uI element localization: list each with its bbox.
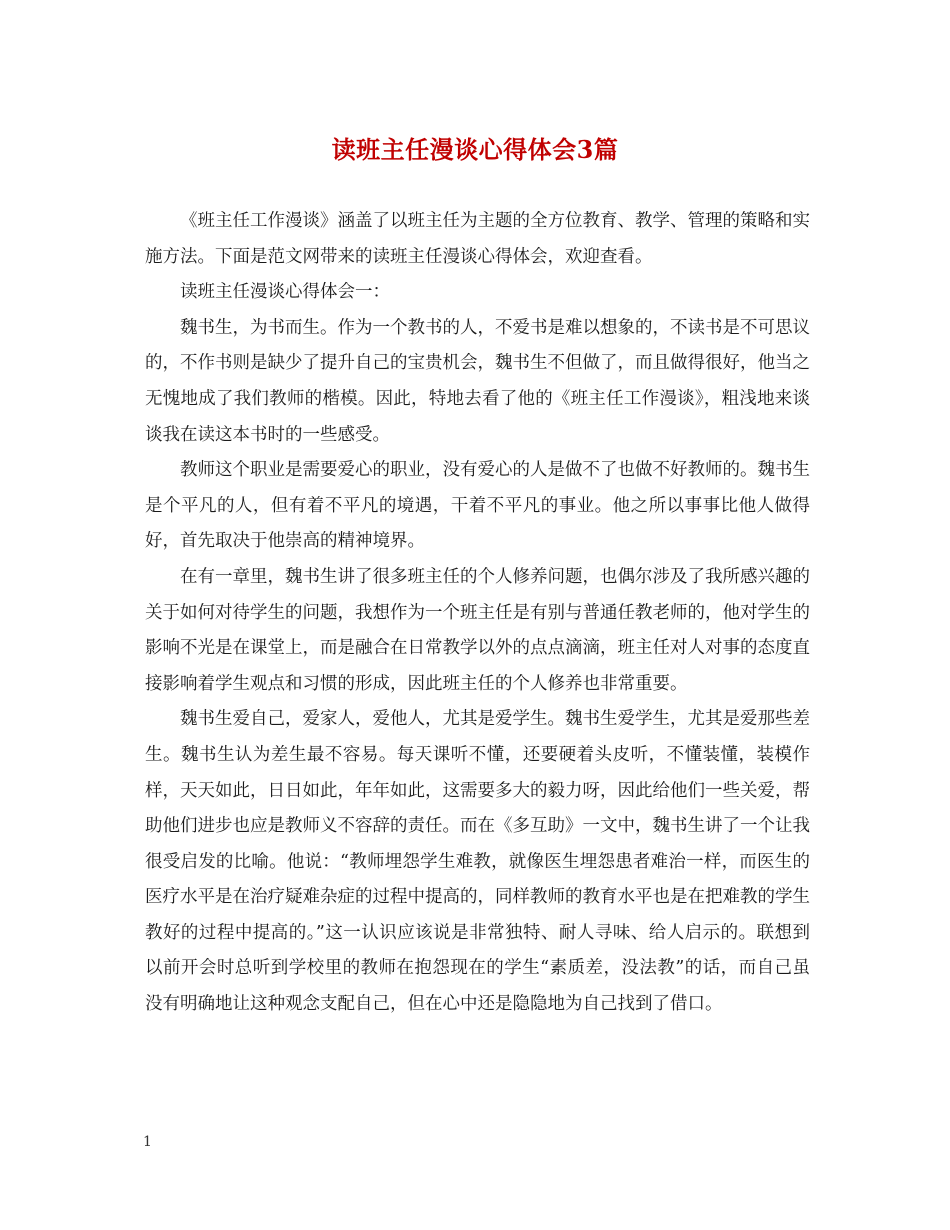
paragraph: 教师这个职业是需要爱心的职业，没有爱心的人是做不了也做不好教师的。魏书生是个平凡的人，但有着不平凡的境遇，干着不平凡的事业。他之所以事事比他人做得好，首先取决于他崇高的精神境界。 bbox=[145, 460, 810, 552]
paragraph: 魏书生爱自己，爱家人，爱他人，尤其是爱学生。魏书生爱学生，尤其是爱那些差生。魏书生认为差生最不容易。每天课听不懂，还要硬着头皮听，不懂装懂，装模作样，天天如此，日日如此，年年如此，这需要多大的毅力呀，因此给他们一些关爱，帮助他们进步也应是教师义不容辞的责任。而在《多互助》一文中，魏书生讲了一个让我很受启发的比喻。他说：“教师埋怨学生难教，就像医生埋怨患者难治一样，而医生的医疗水平是在治疗疑难杂症的过程中提高的，同样教师的教育水平也是在把难教的学生教好的过程中提高的。”这一认识应该说是非常独特、耐人寻味、给人启示的。联想到以前开会时总听到学校里的教师在抱怨现在的学生“素质差，没法教”的话，而自己虽没有明确地让这种观念支配自己，但在心中还是隐隐地为自己找到了借口。 bbox=[145, 709, 810, 1015]
document-title: 读班主任漫谈心得体会3篇 bbox=[331, 135, 619, 164]
paragraph-section-heading: 读班主任漫谈心得体会一： bbox=[180, 282, 390, 303]
paragraph-intro: 《班主任工作漫谈》涵盖了以班主任为主题的全方位教育、教学、管理的策略和实施方法。下面是范文网带来的读班主任漫谈心得体会，欢迎查看。 bbox=[145, 211, 810, 267]
paragraph: 魏书生，为书而生。作为一个教书的人，不爱书是难以想象的，不读书是不可思议的，不作书则是缺少了提升自己的宝贵机会，魏书生不但做了，而且做得很好，他当之无愧地成了我们教师的楷模。因此，特地去看了他的《班主任工作漫谈》，粗浅地来谈谈我在读这本书时的一些感受。 bbox=[145, 317, 810, 445]
document-body bbox=[145, 204, 810, 1023]
paragraph: 在有一章里，魏书生讲了很多班主任的个人修养问题，也偶尔涉及了我所感兴趣的关于如何对待学生的问题，我想作为一个班主任是有别与普通任教老师的，他对学生的影响不光是在课堂上，而是融合在日常教学以外的点点滴滴，班主任对人对事的态度直接影响着学生观点和习惯的形成，因此班主任的个人修养也非常重要。 bbox=[145, 566, 810, 694]
page-number: 1 bbox=[143, 1134, 152, 1150]
